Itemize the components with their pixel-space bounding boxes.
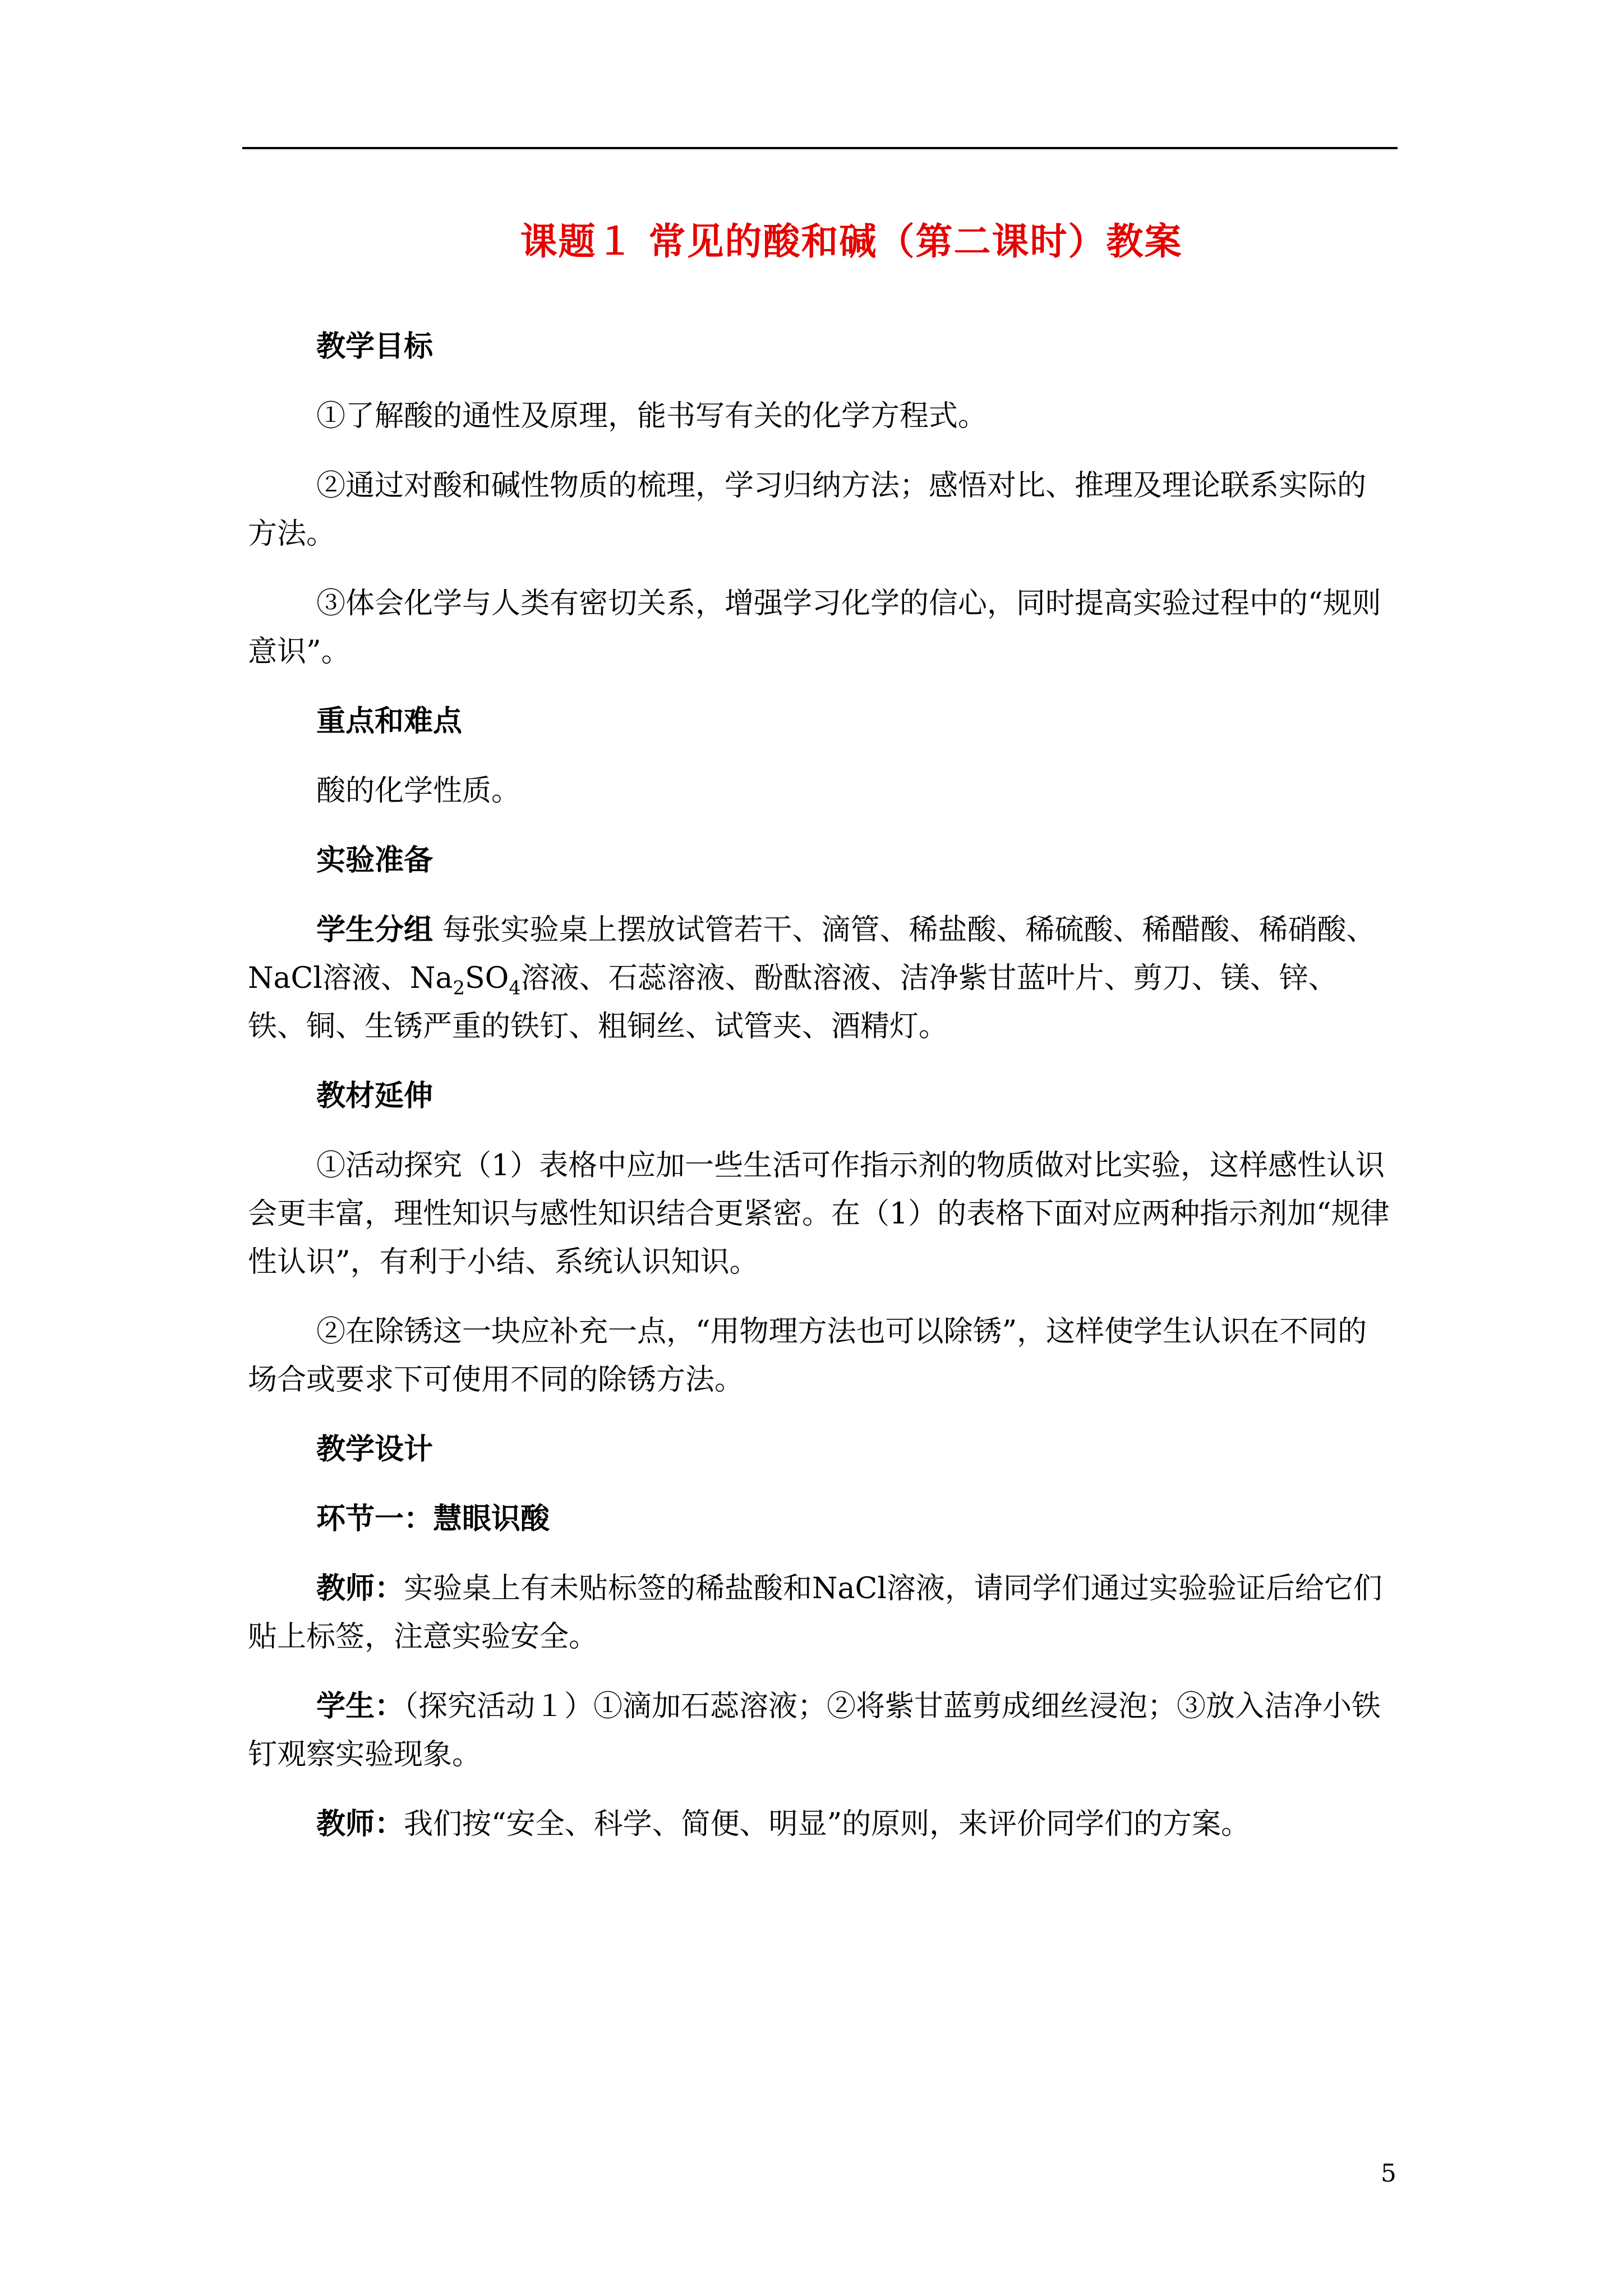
section-heading-objectives: 教学目标 [316,329,434,364]
preparation-paragraph [248,906,1395,1051]
page-number: 5 [1381,2159,1396,2188]
section-heading-preparation: 实验准备 [316,843,434,877]
objective-3: ③体会化学与人类有密切关系，增强学习化学的信心，同时提高实验过程中的“规则意识”。 [248,587,1381,669]
preparation-text-before: 每张实验桌上摆放试管若干、滴管、稀盐酸、稀硫酸、稀醋酸、稀硝酸、NaCl溶液、Na [248,913,1376,995]
dialogue-teacher-1 [248,1565,1395,1661]
dialogue-text: 实验桌上有未贴标签的稀盐酸和NaCl溶液，请同学们通过实验验证后给它们贴上标签，注意实验安全。 [248,1572,1382,1654]
header-rule [242,147,1398,149]
preparation-label: 学生分组 [316,913,434,947]
objective-1: ①了解酸的通性及原理，能书写有关的化学方程式。 [316,399,988,433]
preparation-text-after: 溶液、石蕊溶液、酚酞溶液、洁净紫甘蓝叶片、剪刀、镁、锌、铁、铜、生锈严重的铁钉、粗铜丝、试管夹、酒精灯。 [248,961,1338,1043]
speaker-label: 教师： [316,1807,404,1841]
document-title: 课题１ 常见的酸和碱（第二课时）教案 [520,219,1183,263]
speaker-label: 学生： [316,1689,404,1723]
design-subheading: 环节一：慧眼识酸 [316,1502,550,1536]
section-heading-design: 教学设计 [316,1432,434,1466]
subscript-2: 2 [453,977,465,999]
section-heading-extension: 教材延伸 [316,1079,434,1113]
speaker-label: 教师： [316,1571,404,1605]
key-points-text: 酸的化学性质。 [316,774,521,808]
dialogue-teacher-2 [248,1800,1395,1848]
objective-2: ②通过对酸和碱性物质的梳理，学习归纳方法；感悟对比、推理及理论联系实际的方法。 [248,469,1367,551]
dialogue-text: 我们按“安全、科学、简便、明显”的原则，来评价同学们的方案。 [404,1807,1251,1841]
preparation-text-mid: SO [464,961,509,995]
dialogue-text: （探究活动１）①滴加石蕊溶液；②将紫甘蓝剪成细丝浸泡；③放入洁净小铁钉观察实验现象。 [248,1690,1381,1772]
document-body [248,323,1395,1848]
section-heading-key-points: 重点和难点 [316,704,463,738]
dialogue-student-1 [248,1682,1395,1779]
subscript-4: 4 [509,977,521,999]
extension-2: ②在除锈这一块应补充一点，“用物理方法也可以除锈”，这样使学生认识在不同的场合或要求下可使用不同的除锈方法。 [248,1315,1367,1397]
extension-1: ①活动探究（1）表格中应加一些生活可作指示剂的物质做对比实验，这样感性认识会更丰富，理性知识与感性知识结合更紧密。在（1）的表格下面对应两种指示剂加“规律性认识”，有利于小结、系统认识知识。 [248,1149,1390,1279]
